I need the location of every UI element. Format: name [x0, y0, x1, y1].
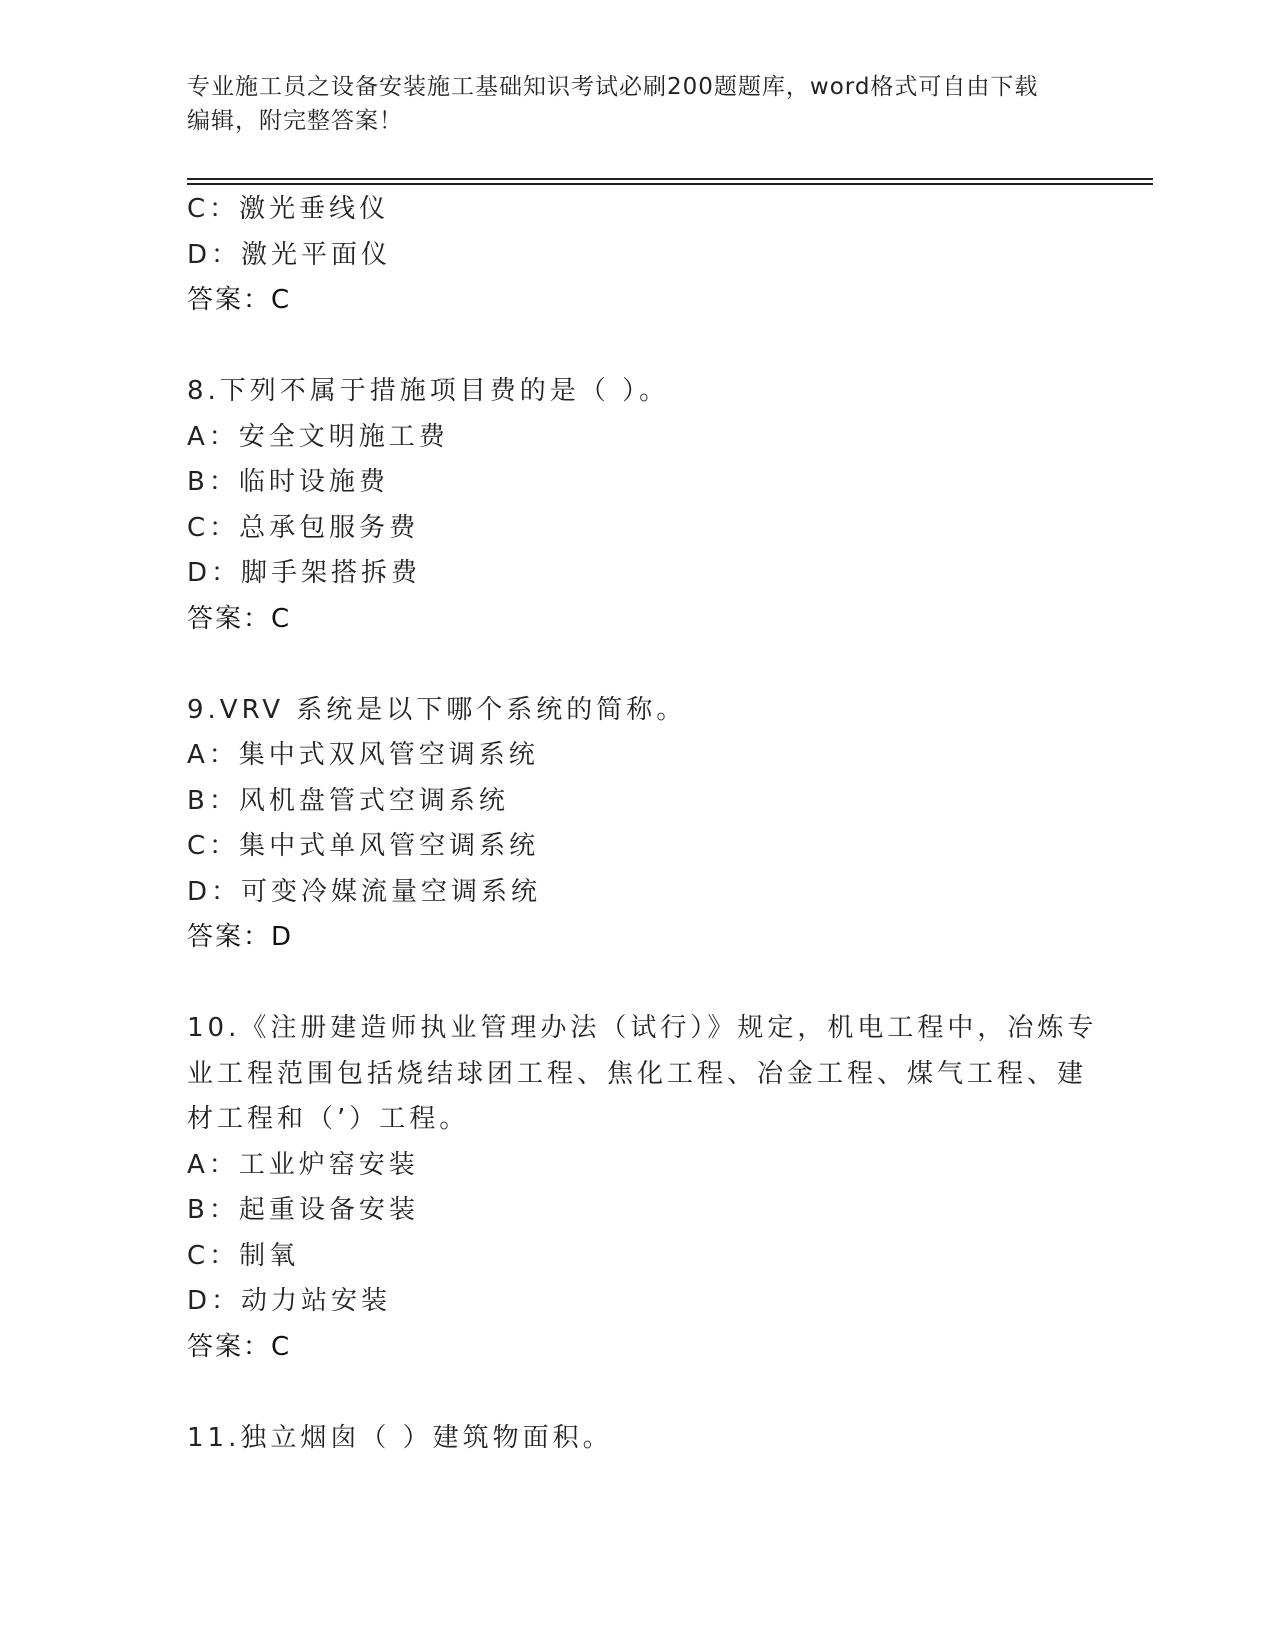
option-d: D：激光平面仪 [187, 239, 392, 270]
header-divider-top [187, 178, 1153, 180]
spacer [187, 961, 1087, 1007]
question-text: 9.VRV 系统是以下哪个系统的简称。 [187, 694, 687, 725]
option-c: C：集中式单风管空调系统 [187, 831, 540, 861]
option-a: A：集中式双风管空调系统 [187, 740, 539, 770]
answer-line: 答案：C [187, 603, 292, 634]
question-7-tail [187, 187, 1087, 324]
answer-line: 答案：D [187, 922, 294, 952]
option-c: C：总承包服务费 [187, 512, 420, 543]
option-d: D：可变冷媒流量空调系统 [187, 876, 542, 907]
header-title-line-2: 编辑，附完整答案！ [187, 108, 403, 134]
option-c: C：激光垂线仪 [187, 194, 390, 224]
question-text-line-3: 材工程和（’）工程。 [187, 1104, 470, 1134]
option-c: C：制氧 [187, 1240, 300, 1271]
option-a: A：安全文明施工费 [187, 421, 449, 452]
question-text: 8.下列不属于措施项目费的是（ ）。 [187, 376, 670, 406]
question-8 [187, 369, 1087, 642]
question-text: 11.独立烟囱（ ）建筑物面积。 [187, 1422, 613, 1453]
option-d: D：脚手架搭拆费 [187, 558, 422, 588]
option-d: D：动力站安装 [187, 1286, 392, 1316]
document-header [187, 70, 1087, 138]
option-a: A：工业炉窑安装 [187, 1149, 419, 1180]
question-11 [187, 1416, 1087, 1462]
header-title-line-1: 专业施工员之设备安装施工基础知识考试必刷200题题库，word格式可自由下载 [187, 74, 1039, 100]
question-text-line-2: 业工程范围包括烧结球团工程、焦化工程、冶金工程、煤气工程、建 [187, 1058, 1088, 1089]
answer-line: 答案：C [187, 1331, 292, 1362]
option-b: B：风机盘管式空调系统 [187, 785, 509, 816]
option-b: B：临时设施费 [187, 467, 389, 497]
question-9 [187, 688, 1087, 961]
question-text-line-1: 10.《注册建造师执业管理办法（试行）》规定，机电工程中，冶炼专 [187, 1013, 1098, 1043]
question-list [187, 187, 1098, 1461]
spacer [187, 324, 1087, 370]
spacer [187, 642, 1087, 688]
question-10 [187, 1006, 1098, 1370]
option-b: B：起重设备安装 [187, 1195, 419, 1225]
spacer [187, 1370, 1087, 1416]
answer-line: 答案：C [187, 285, 292, 315]
header-divider-bottom [187, 183, 1153, 185]
